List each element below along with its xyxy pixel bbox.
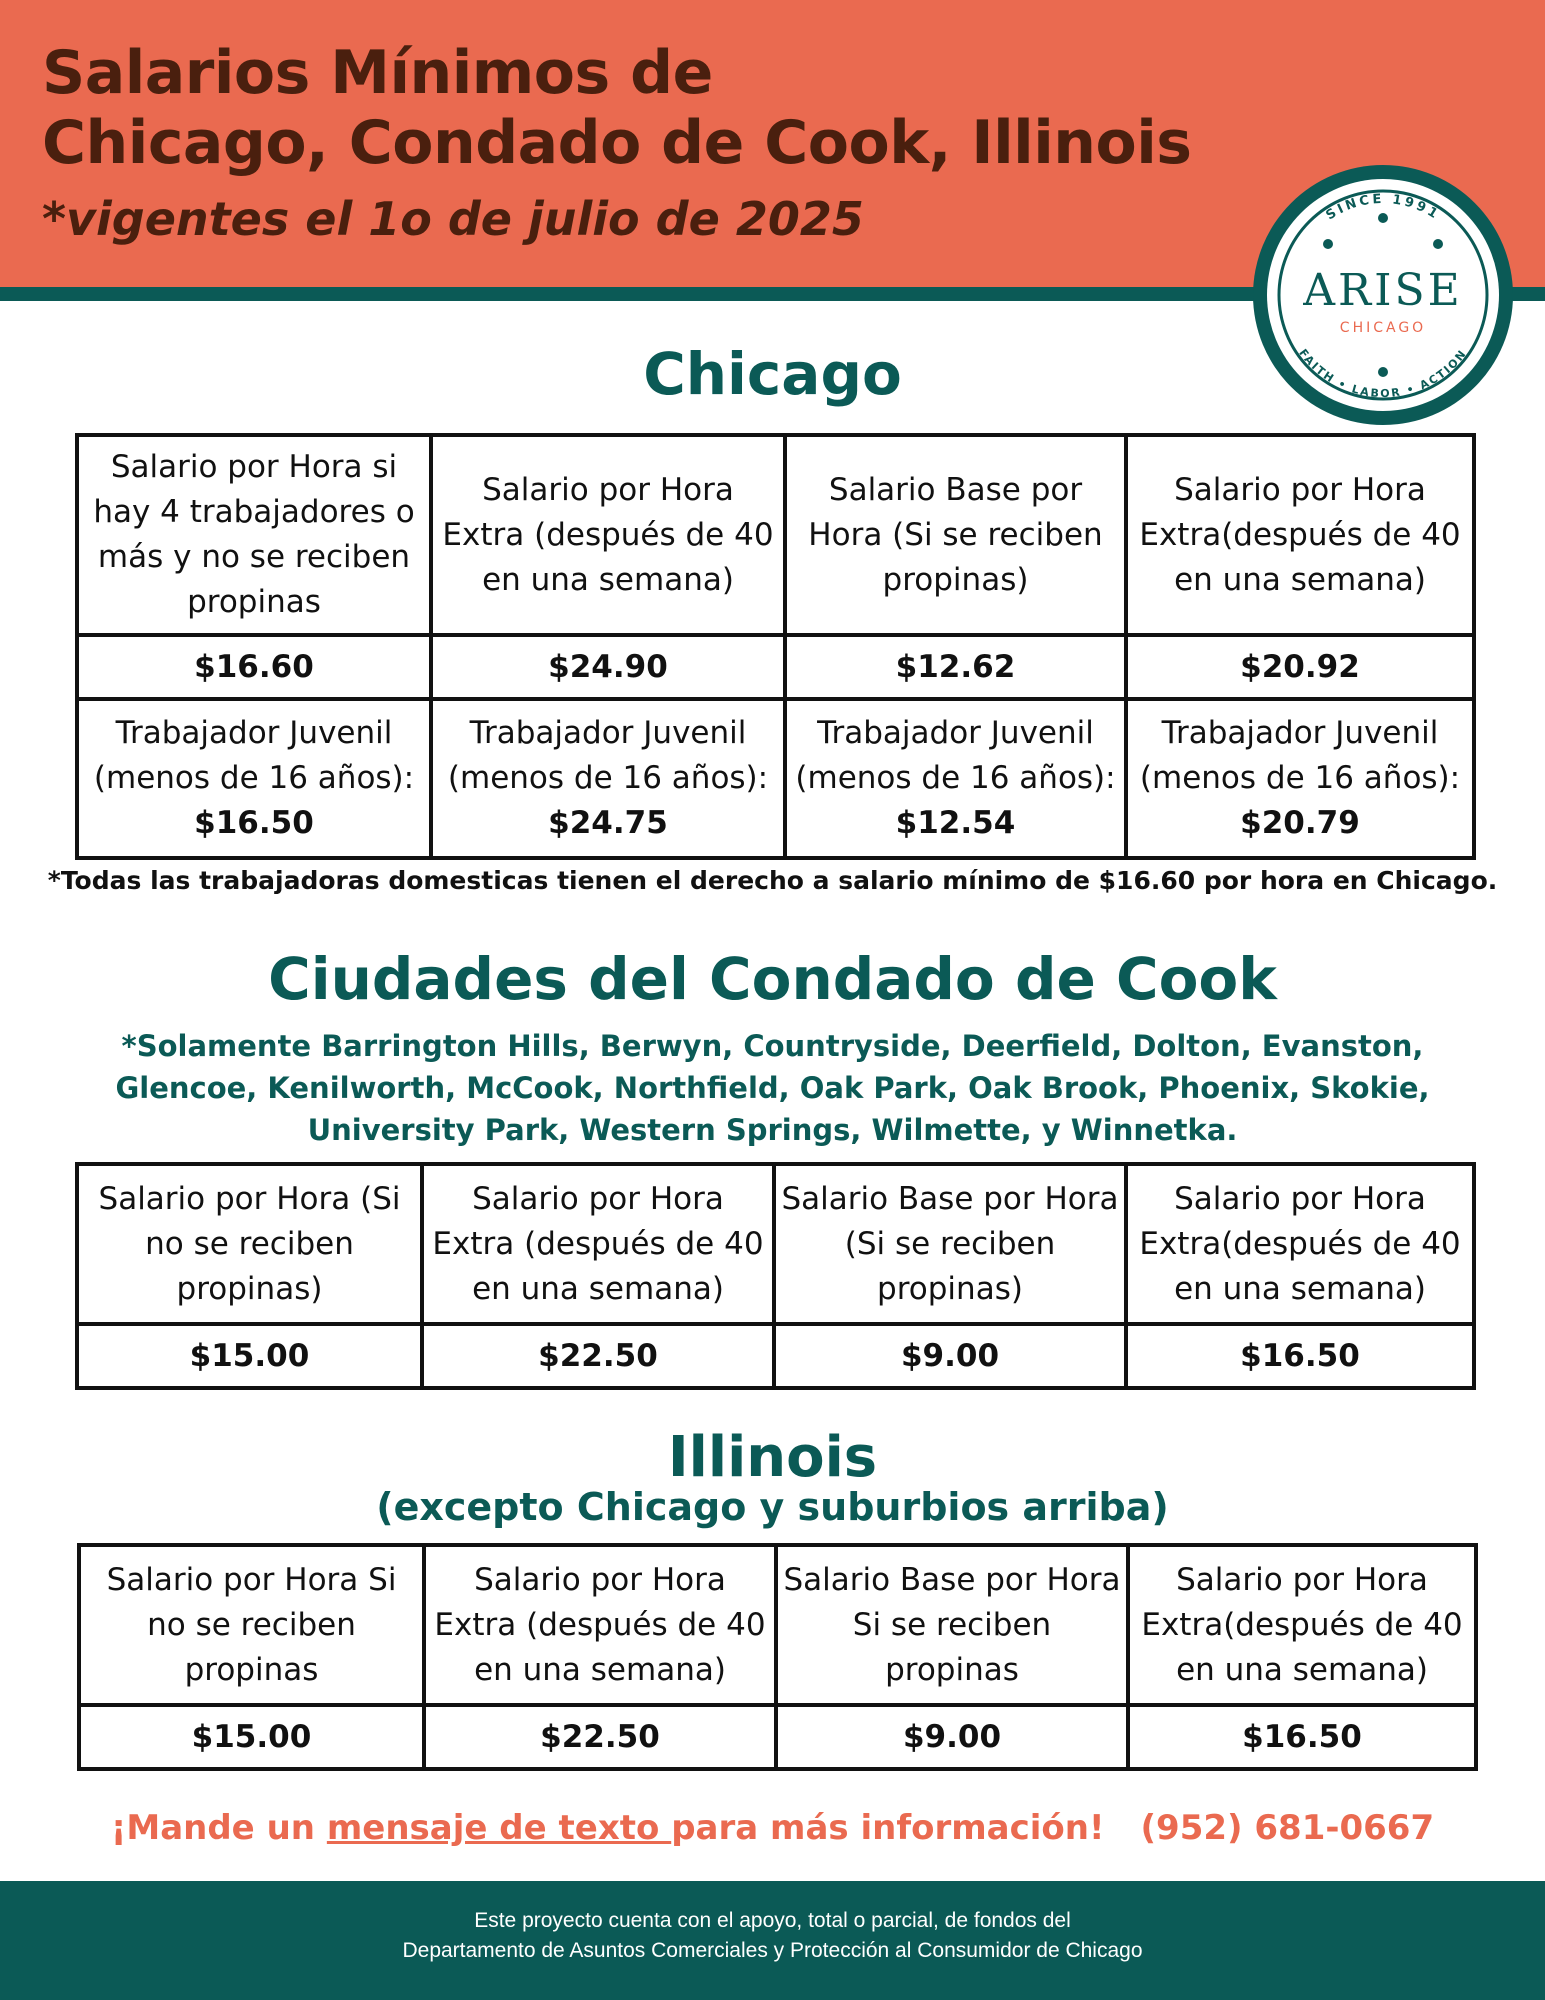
youth-wage-cell [785, 699, 1126, 858]
page-title-line1: Salarios Mínimos de [42, 38, 713, 108]
wage-value: $15.00 [79, 1705, 424, 1769]
table-header-cell: Salario por Hora Si no se reciben propinas [79, 1545, 424, 1705]
table-row [77, 1324, 1474, 1388]
cta-prefix: ¡Mande un [110, 1808, 327, 1848]
illinois-section-title: Illinois [667, 1425, 878, 1490]
table-header-cell: Salario por Hora si hay 4 trabajadores o más y no se reciben propinas [77, 435, 431, 635]
logo-city: CHICAGO [1339, 320, 1427, 336]
chicago-wage-table [75, 433, 1476, 860]
domestic-workers-footnote: *Todas las trabajadoras domesticas tienen el derecho a salario mínimo de $16.60 por hora en Chicago. [47, 866, 1498, 895]
table-header-cell: Salario por Hora Extra(después de 40 en una semana) [1126, 1164, 1474, 1324]
youth-wage-cell [1126, 699, 1474, 858]
table-header-cell: Salario por Hora Extra (después de 40 en una semana) [422, 1164, 774, 1324]
table-header-cell: Salario por Hora Extra (después de 40 en una semana) [424, 1545, 776, 1705]
logo-dot-right [1433, 239, 1443, 249]
wage-value: $22.50 [424, 1705, 776, 1769]
cook-county-section-title: Ciudades del Condado de Cook [268, 945, 1277, 1013]
cta-suffix: para más información! [671, 1808, 1105, 1848]
wage-value: $12.62 [785, 635, 1126, 699]
table-header-cell: Salario Base por Hora (Si se reciben propinas) [785, 435, 1126, 635]
cook-county-cities-list: *Solamente Barrington Hills, Berwyn, Countryside, Deerfield, Dolton, Evanston, Glencoe, Kenilworth, McCook, Northfield, Oak Park, Oak Brook, Phoenix, Skokie, University Park, Western Springs, Wilmette, y Winnetka. [115, 1029, 1430, 1147]
page-title-line2: Chicago, Condado de Cook, Illinois [42, 108, 1192, 178]
logo-dot-top [1378, 213, 1388, 223]
youth-wage-value: $20.79 [1240, 805, 1360, 841]
logo-bottom-text: FAITH • LABOR • ACTION [1296, 346, 1470, 401]
illinois-wage-table [77, 1543, 1478, 1771]
youth-wage-cell [77, 699, 431, 858]
youth-label: Trabajador Juvenil (menos de 16 años): [93, 715, 415, 796]
table-header-row [77, 1164, 1474, 1324]
youth-wage-value: $24.75 [548, 805, 668, 841]
wage-value: $24.90 [431, 635, 785, 699]
youth-wage-cell [431, 699, 785, 858]
table-row [79, 1705, 1476, 1769]
table-header-cell: Salario por Hora Extra(después de 40 en una semana) [1126, 435, 1474, 635]
table-row [77, 699, 1474, 858]
wage-value: $22.50 [422, 1324, 774, 1388]
youth-wage-value: $12.54 [895, 805, 1016, 841]
funding-note-line1: Este proyecto cuenta con el apoyo, total o parcial, de fondos del [474, 1909, 1071, 1932]
wage-value: $15.00 [77, 1324, 422, 1388]
youth-wage-value: $16.50 [194, 805, 314, 841]
logo-top-text: SINCE 1991 [1323, 191, 1443, 224]
table-header-cell: Salario Base por Hora (Si se reciben propinas) [774, 1164, 1126, 1324]
youth-label: Trabajador Juvenil (menos de 16 años): [795, 715, 1116, 796]
logo-dot-left [1323, 239, 1333, 249]
chicago-section-title: Chicago [643, 340, 902, 408]
table-header-cell: Salario por Hora Extra (después de 40 en una semana) [431, 435, 785, 635]
wage-value: $16.50 [1126, 1324, 1474, 1388]
youth-label: Trabajador Juvenil (menos de 16 años): [1139, 715, 1461, 796]
logo-name: ARISE [1303, 265, 1463, 316]
table-row [77, 635, 1474, 699]
text-message-cta [0, 1808, 1545, 1848]
table-header-cell: Salario por Hora Extra(después de 40 en una semana) [1128, 1545, 1476, 1705]
wage-value: $9.00 [774, 1324, 1126, 1388]
table-header-row [77, 435, 1474, 635]
youth-label: Trabajador Juvenil (menos de 16 años): [447, 715, 769, 796]
effective-date: *vigentes el 1o de julio de 2025 [42, 192, 864, 246]
funding-note-line2: Departamento de Asuntos Comerciales y Protección al Consumidor de Chicago [402, 1939, 1143, 1962]
wage-value: $16.50 [1128, 1705, 1476, 1769]
phone-number[interactable]: (952) 681-0667 [1140, 1808, 1435, 1848]
wage-value: $16.60 [77, 635, 431, 699]
wage-value: $20.92 [1126, 635, 1474, 699]
table-header-cell: Salario Base por Hora Si se reciben propinas [776, 1545, 1128, 1705]
wage-value: $9.00 [776, 1705, 1128, 1769]
illinois-section-subtitle: (excepto Chicago y suburbios arriba) [376, 1485, 1169, 1529]
text-message-link[interactable]: mensaje de texto [326, 1808, 672, 1848]
table-header-cell: Salario por Hora (Si no se reciben propinas) [77, 1164, 422, 1324]
cook-county-wage-table [75, 1162, 1476, 1390]
table-header-row [79, 1545, 1476, 1705]
